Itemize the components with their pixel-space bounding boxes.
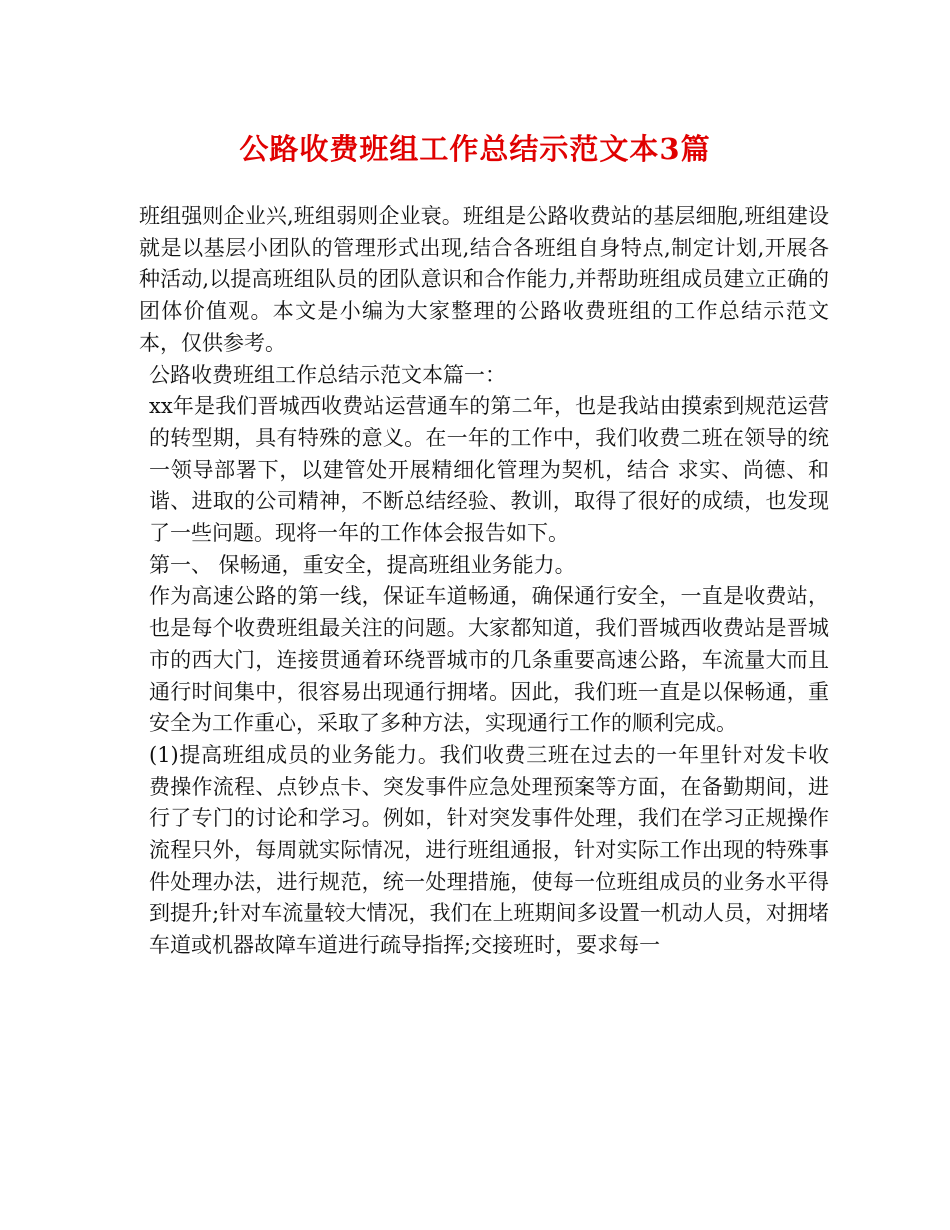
document-body [139, 201, 829, 962]
paragraph-year-summary: xx年是我们晋城西收费站运营通车的第二年，也是我站由摸索到规范运营的转型期，具有特殊的意义。在一年的工作中，我们收费二班在领导的统一领导部署下，以建管处开展精细化管理为契机，结合 求实、尚德、和谐、进取的公司精神，不断总结经验、教训，取得了很好的成绩，也发现了一些问题。现将一年的工作体会报告如下。 [149, 394, 829, 546]
document-title: 公路收费班组工作总结示范文本3篇 [239, 132, 711, 166]
paragraph-point-one-heading: 第一、 保畅通，重安全，提高班组业务能力。 [149, 552, 576, 577]
paragraph-intro: 班组强则企业兴,班组弱则企业衰。班组是公路收费站的基层细胞,班组建设就是以基层小团队的管理形式出现,结合各班组自身特点,制定计划,开展各种活动,以提高班组队员的团队意识和合作能力,并帮助班组成员建立正确的团体价值观。本文是小编为大家整理的公路收费班组的工作总结示范文本，仅供参考。 [139, 204, 829, 355]
paragraph-skills: (1)提高班组成员的业务能力。我们收费三班在过去的一年里针对发卡收费操作流程、点钞点卡、突发事件应急处理预案等方面，在备勤期间，进行了专门的讨论和学习。例如，针对突发事件处理，我们在学习正规操作流程只外，每周就实际情况，进行班组通报，针对实际工作出现的特殊事件处理办法，进行规范，统一处理措施，使每一位班组成员的业务水平得到提升;针对车流量较大情况，我们在上班期间多设置一机动人员，对拥堵车道或机器故障车道进行疏导指挥;交接班时，要求每一 [149, 742, 829, 958]
paragraph-safety: 作为高速公路的第一线，保证车道畅通，确保通行安全，一直是收费站，也是每个收费班组最关注的问题。大家都知道，我们晋城西收费站是晋城市的西大门，连接贯通着环绕晋城市的几条重要高速公路，车流量大而且通行时间集中，很容易出现通行拥堵。因此，我们班一直是以保畅通，重安全为工作重心，采取了多种方法，实现通行工作的顺利完成。 [149, 584, 829, 736]
paragraph-section-heading: 公路收费班组工作总结示范文本篇一： [149, 362, 506, 387]
